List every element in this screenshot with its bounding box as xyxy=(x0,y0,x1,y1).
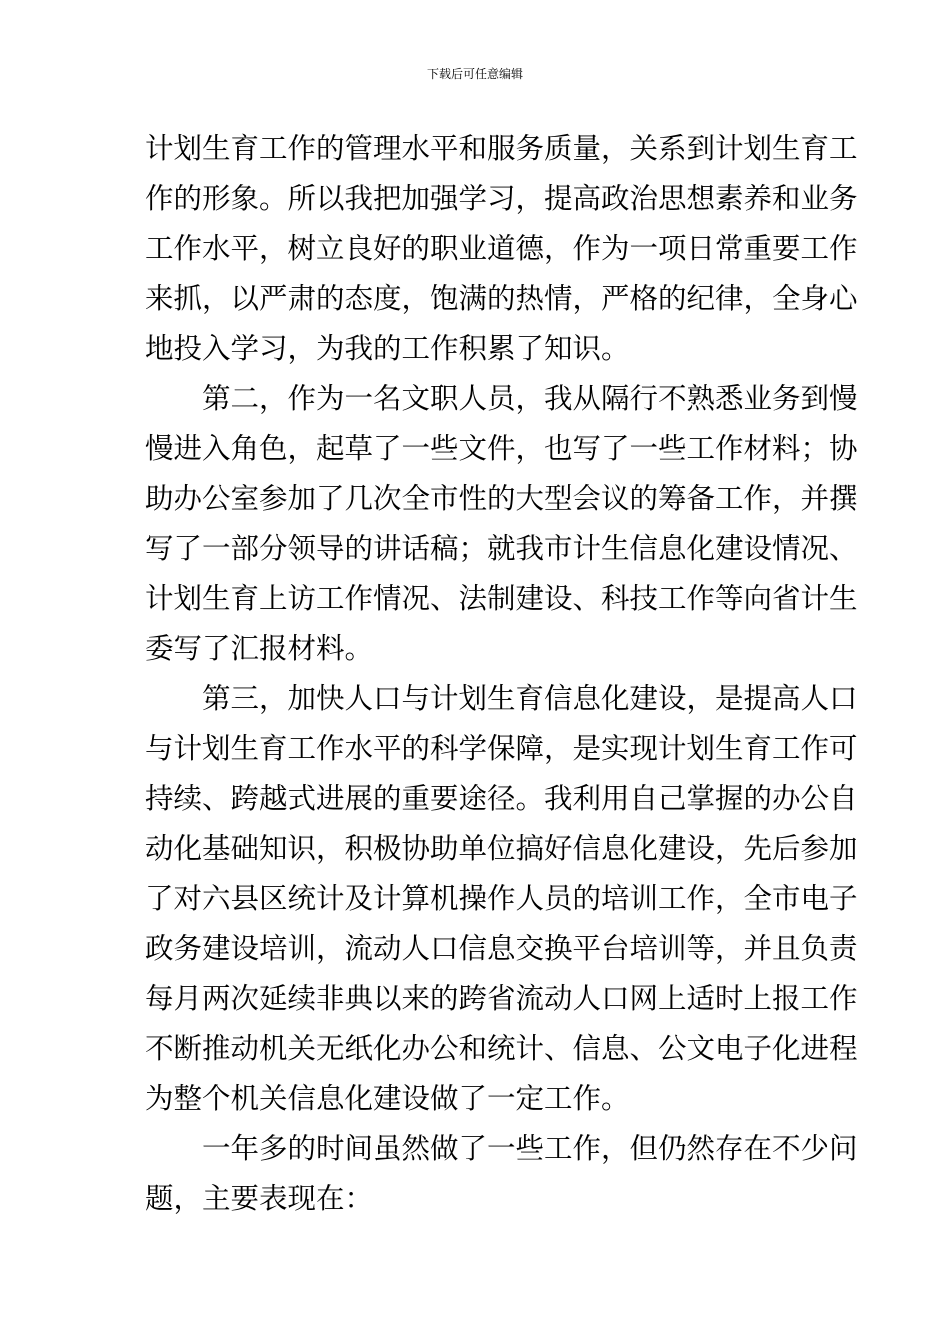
text-line: 动化基础知识，积极协助单位搞好信息化建设，先后参加 xyxy=(145,832,858,865)
page-header: 下载后可任意编辑 xyxy=(426,67,523,81)
text-line: 计划生育工作的管理水平和服务质量，关系到计划生育工 xyxy=(145,132,858,165)
text-line: 为整个机关信息化建设做了一定工作。 xyxy=(145,1082,630,1115)
paragraph xyxy=(145,374,858,674)
text-line: 第三，加快人口与计划生育信息化建设，是提高人口 xyxy=(202,682,858,715)
text-line: 来抓，以严肃的态度，饱满的热情，严格的纪律，全身心 xyxy=(145,282,858,315)
text-line: 政务建设培训，流动人口信息交换平台培训等，并且负责 xyxy=(145,932,858,965)
text-line: 题，主要表现在： xyxy=(145,1182,374,1215)
text-line: 委写了汇报材料。 xyxy=(145,632,374,665)
text-line: 了对六县区统计及计算机操作人员的培训工作，全市电子 xyxy=(145,882,858,915)
document-body xyxy=(145,124,858,1224)
text-line: 工作水平，树立良好的职业道德，作为一项日常重要工作 xyxy=(145,232,858,265)
paragraph xyxy=(145,1124,858,1224)
text-line: 不断推动机关无纸化办公和统计、信息、公文电子化进程 xyxy=(145,1032,858,1065)
text-line: 助办公室参加了几次全市性的大型会议的筹备工作，并撰 xyxy=(145,482,858,515)
text-line: 写了一部分领导的讲话稿；就我市计生信息化建设情况、 xyxy=(145,532,858,565)
text-line: 作的形象。所以我把加强学习，提高政治思想素养和业务 xyxy=(145,182,858,215)
paragraph xyxy=(145,674,858,1124)
text-line: 慢进入角色，起草了一些文件，也写了一些工作材料；协 xyxy=(145,432,858,465)
text-line: 与计划生育工作水平的科学保障，是实现计划生育工作可 xyxy=(145,732,858,765)
paragraph xyxy=(145,124,858,374)
text-line: 地投入学习，为我的工作积累了知识。 xyxy=(145,332,630,365)
text-line: 计划生育上访工作情况、法制建设、科技工作等向省计生 xyxy=(145,582,858,615)
text-line: 持续、跨越式进展的重要途径。我利用自己掌握的办公自 xyxy=(145,782,858,815)
text-line: 每月两次延续非典以来的跨省流动人口网上适时上报工作 xyxy=(145,982,858,1015)
text-line: 第二，作为一名文职人员，我从隔行不熟悉业务到慢 xyxy=(202,382,858,415)
text-line: 一年多的时间虽然做了一些工作，但仍然存在不少问 xyxy=(202,1132,858,1165)
